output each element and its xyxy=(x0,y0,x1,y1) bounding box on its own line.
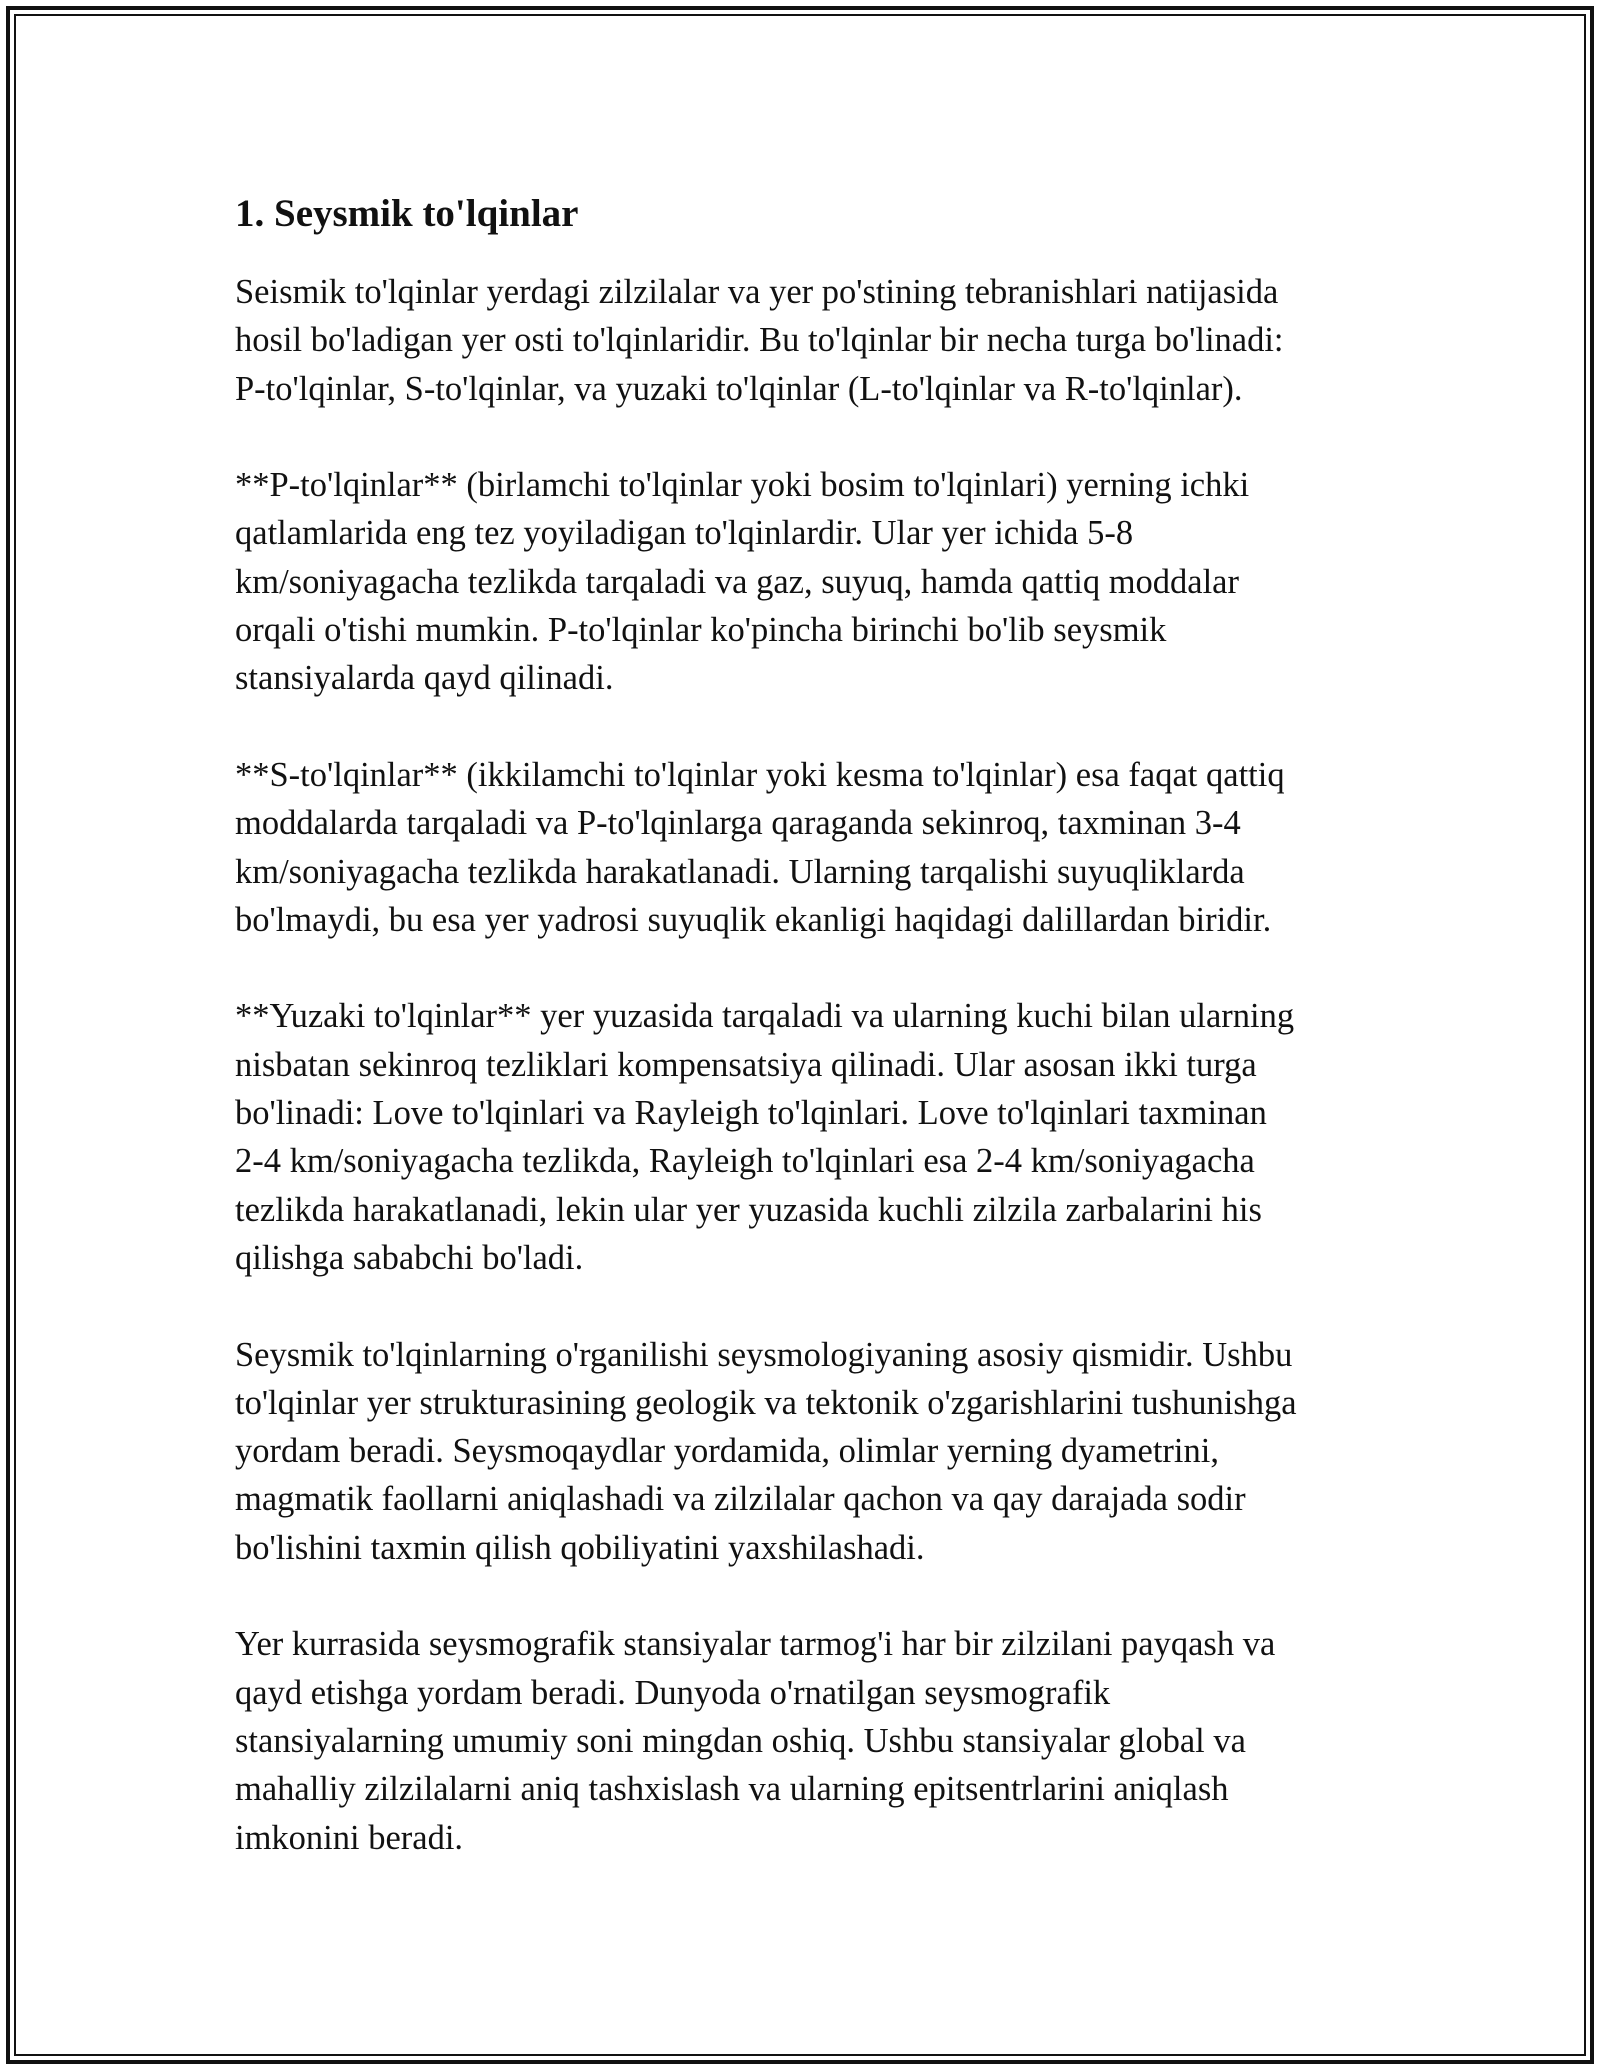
heading-spacer xyxy=(235,240,1370,268)
paragraph-p-waves: **P-to'lqinlar** (birlamchi to'lqinlar yoki bosim to'lqinlari) yerning ichki qatlamlarida eng tez yoyiladigan to'lqinlardir. Ular yer ichida 5-8 km/soniyagacha tezlikda tarqaladi va gaz, suyuq, hamda qattiq moddalar orqali o'tishi mumkin. P-to'lqinlar ko'pincha birinchi bo'lib seysmik stansiyalarda qayd qilinadi. xyxy=(235,466,1250,698)
paragraph-spacer xyxy=(235,1282,1370,1330)
paragraph-spacer xyxy=(235,413,1370,461)
paragraph-stations: Yer kurrasida seysmografik stansiyalar tarmog'i har bir zilzilani payqash va qayd etishga yordam beradi. Dunyoda o'rnatilgan seysmografik stansiyalarning umumiy soni mingdan oshiq. Ushbu stansiyalar global va mahalliy zilzilalarni aniq tashxislash va ularning epitsentrlarini aniqlash imkonini beradi. xyxy=(235,1625,1276,1857)
paragraph-spacer xyxy=(235,703,1370,751)
section-heading: 1. Seysmik to'lqinlar xyxy=(235,192,579,235)
document-body xyxy=(235,188,1370,1862)
paragraph-spacer xyxy=(235,1572,1370,1620)
paragraph-intro: Seismik to'lqinlar yerdagi zilzilalar va yer po'stining tebranishlari natijasida hosil bo'ladigan yer osti to'lqinlaridir. Bu to'lqinlar bir necha turga bo'linadi: P-to'lqinlar, S-to'lqinlar, va yuzaki to'lqinlar (L-to'lqinlar va R-to'lqinlar). xyxy=(235,273,1284,408)
paragraph-s-waves: **S-to'lqinlar** (ikkilamchi to'lqinlar yoki kesma to'lqinlar) esa faqat qattiq moddalarda tarqaladi va P-to'lqinlarga qaraganda sekinroq, taxminan 3-4 km/soniyagacha tezlikda harakatlanadi. Ularning tarqalishi suyuqliklarda bo'lmaydi, bu esa yer yadrosi suyuqlik ekanligi haqidagi dalillardan biridir. xyxy=(235,755,1285,939)
paragraph-seismology: Seysmik to'lqinlarning o'rganilishi seysmologiyaning asosiy qismidir. Ushbu to'lqinlar yer strukturasining geologik va tektonik o'zgarishlarini tushunishga yordam beradi. Seysmoqaydlar yordamida, olimlar yerning dyametrini, magmatik faollarni aniqlashadi va zilzilalar qachon va qay darajada sodir bo'lishini taxmin qilish qobiliyatini yaxshilashadi. xyxy=(235,1335,1297,1567)
paragraph-spacer xyxy=(235,944,1370,992)
paragraph-surface-waves: **Yuzaki to'lqinlar** yer yuzasida tarqaladi va ularning kuchi bilan ularning nisbatan sekinroq tezliklari kompensatsiya qilinadi. Ular asosan ikki turga bo'linadi: Love to'lqinlari va Rayleigh to'lqinlari. Love to'lqinlari taxminan 2-4 km/soniyagacha tezlikda, Rayleigh to'lqinlari esa 2-4 km/soniyagacha tezlikda harakatlanadi, lekin ular yer yuzasida kuchli zilzila zarbalarini his qilishga sababchi bo'ladi. xyxy=(235,997,1295,1277)
